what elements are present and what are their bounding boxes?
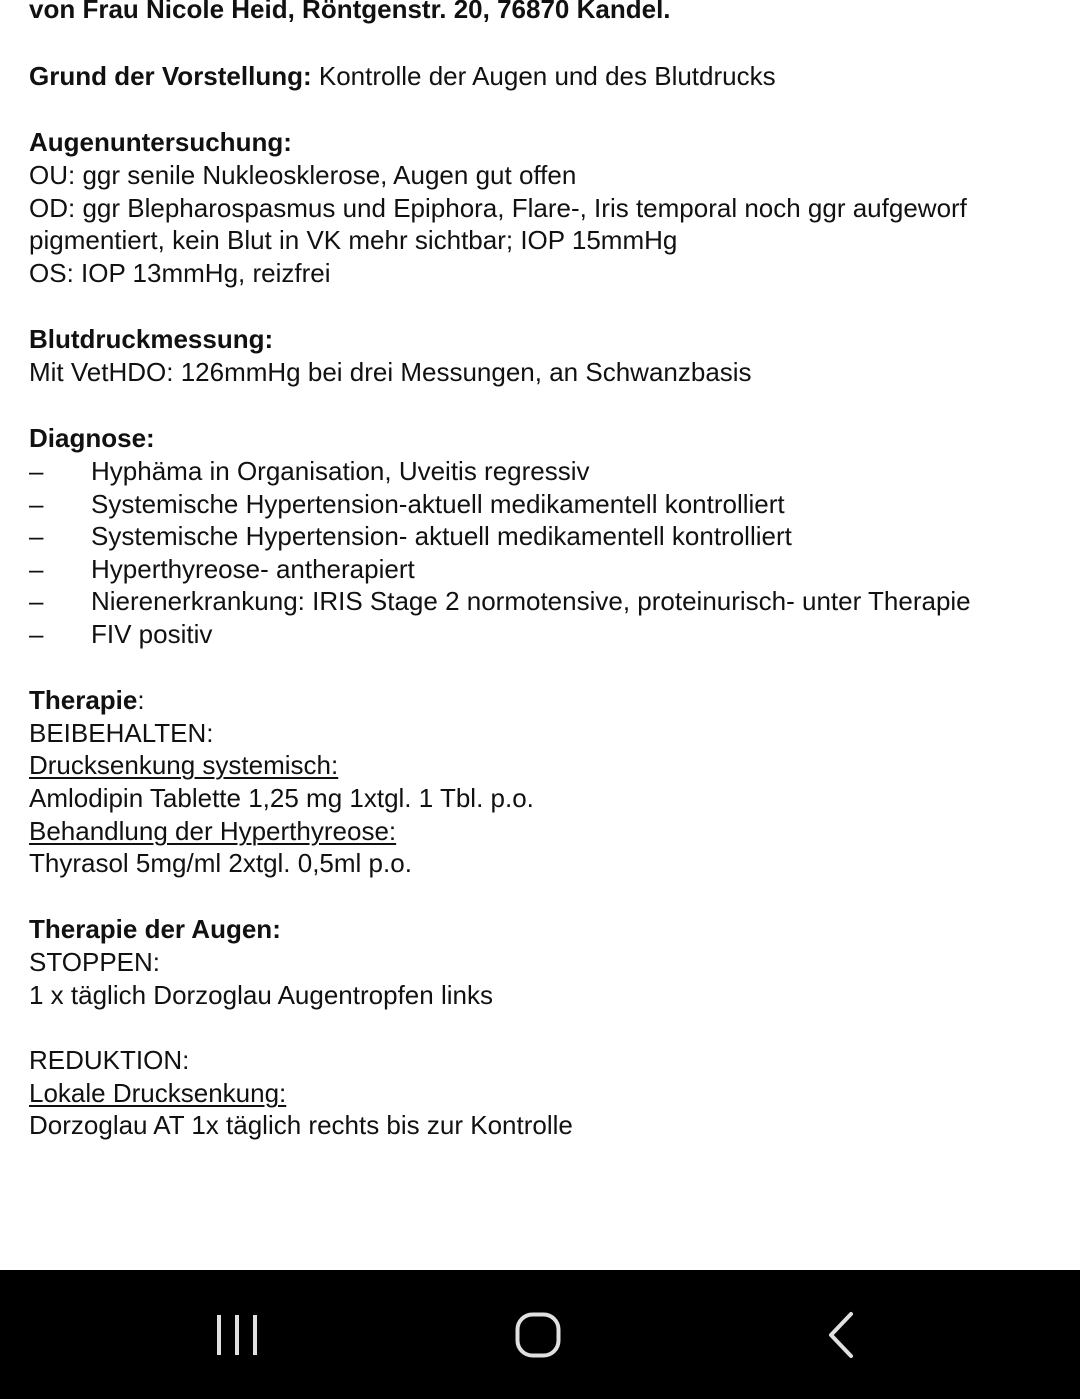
diagnosis-item: Nierenerkrankung: IRIS Stage 2 normotensive, proteinurisch- unter Therapie bbox=[91, 586, 971, 616]
reason-label: Grund der Vorstellung: bbox=[29, 61, 312, 91]
eye-therapy-stop-medication: 1 x täglich Dorzoglau Augentropfen links bbox=[29, 980, 493, 1010]
back-icon bbox=[825, 1311, 857, 1359]
therapy-colon: : bbox=[137, 685, 145, 715]
therapy-subheading: Behandlung der Hyperthyreose: bbox=[29, 816, 397, 846]
eye-exam-line: pigmentiert, kein Blut in VK mehr sichtbar; IOP 15mmHg bbox=[29, 225, 678, 255]
eye-therapy-reduce: REDUKTION: bbox=[29, 1045, 190, 1075]
home-button[interactable] bbox=[478, 1270, 598, 1399]
list-bullet: – bbox=[29, 521, 44, 551]
home-icon bbox=[515, 1312, 561, 1358]
therapy-medication: Thyrasol 5mg/ml 2xtgl. 0,5ml p.o. bbox=[29, 848, 412, 878]
navigation-bar bbox=[0, 1270, 1080, 1399]
blood-pressure-heading: Blutdruckmessung: bbox=[29, 324, 274, 354]
eye-exam-line: OU: ggr senile Nukleosklerose, Augen gut offen bbox=[29, 160, 577, 190]
diagnosis-item: FIV positiv bbox=[91, 619, 213, 649]
eye-therapy-reduce-medication: Dorzoglau AT 1x täglich rechts bis zur Kontrolle bbox=[29, 1110, 573, 1140]
blood-pressure-text: Mit VetHDO: 126mmHg bei drei Messungen, an Schwanzbasis bbox=[29, 357, 752, 387]
recent-apps-icon bbox=[215, 1313, 259, 1357]
diagnosis-heading: Diagnose: bbox=[29, 423, 155, 453]
diagnosis-item: Hyperthyreose- antherapiert bbox=[91, 554, 415, 584]
recent-apps-button[interactable] bbox=[177, 1270, 297, 1399]
eye-exam-line: OD: ggr Blepharospasmus und Epiphora, Flare-, Iris temporal noch ggr aufgeworf bbox=[29, 193, 967, 223]
reason-line bbox=[29, 60, 776, 93]
list-bullet: – bbox=[29, 554, 44, 584]
diagnosis-item: Systemische Hypertension- aktuell medikamentell kontrolliert bbox=[91, 521, 792, 551]
eye-therapy-stop: STOPPEN: bbox=[29, 947, 161, 977]
reason-text: Kontrolle der Augen und des Blutdrucks bbox=[311, 61, 776, 91]
sender-line: von Frau Nicole Heid, Röntgenstr. 20, 76870 Kandel. bbox=[29, 0, 671, 24]
diagnosis-item: Systemische Hypertension-aktuell medikamentell kontrolliert bbox=[91, 489, 785, 519]
eye-exam-line: OS: IOP 13mmHg, reizfrei bbox=[29, 258, 331, 288]
list-bullet: – bbox=[29, 456, 44, 486]
list-bullet: – bbox=[29, 619, 44, 649]
therapy-keep: BEIBEHALTEN: bbox=[29, 718, 214, 748]
therapy-heading: Therapie bbox=[29, 685, 138, 715]
eye-therapy-heading: Therapie der Augen: bbox=[29, 914, 281, 944]
therapy-medication: Amlodipin Tablette 1,25 mg 1xtgl. 1 Tbl. p.o. bbox=[29, 783, 534, 813]
eye-exam-heading: Augenuntersuchung: bbox=[29, 127, 292, 157]
diagnosis-item: Hyphäma in Organisation, Uveitis regressiv bbox=[91, 456, 590, 486]
therapy-subheading: Drucksenkung systemisch: bbox=[29, 750, 339, 780]
therapy-heading-line bbox=[29, 684, 145, 717]
list-bullet: – bbox=[29, 489, 44, 519]
eye-therapy-subheading: Lokale Drucksenkung: bbox=[29, 1078, 287, 1108]
list-bullet: – bbox=[29, 586, 44, 616]
back-button[interactable] bbox=[781, 1270, 901, 1399]
